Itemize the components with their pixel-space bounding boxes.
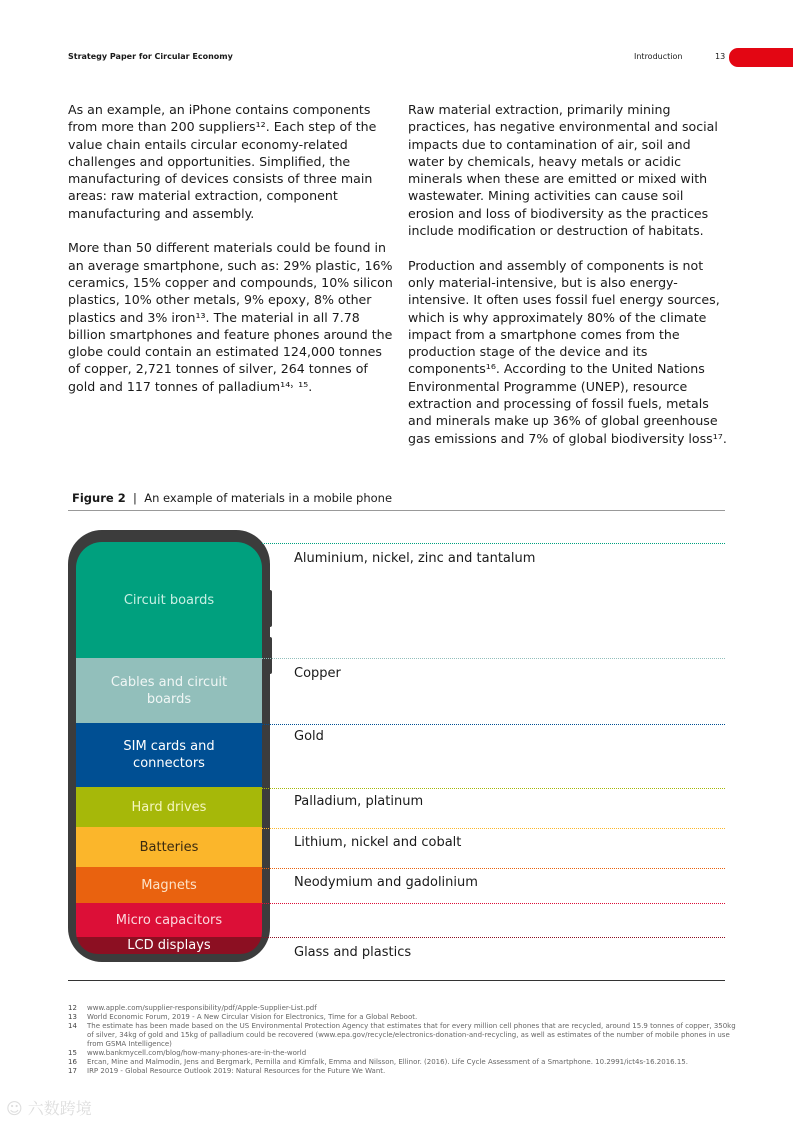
material-label: Palladium, platinum [294, 794, 424, 809]
phone-segment-circuit-boards [76, 542, 262, 658]
segment-label: Magnets [141, 877, 197, 893]
paragraph: More than 50 different materials could be found in an average smartphone, such as: 29% plastic, 16% ceramics, 15% copper and compounds, 10% silicon plastics, 10% other metals, 9% epoxy, 8% other plastics and 3% iron¹³. The material in all 7.78 billion smartphones and feature phones around the globe could contain an estimated 124,000 tonnes of copper, 2,721 tonnes of silver, 264 tonnes of gold and 117 tonnes of palladium¹⁴˒ ¹⁵. [68, 240, 393, 394]
watermark-text: 六数跨境 [27, 1099, 92, 1118]
footnote [68, 1067, 738, 1076]
phone-segment-cables-and-circuit-boards [76, 658, 262, 723]
phone-segment-micro-capacitors [76, 903, 262, 937]
figure-caption-text: An example of materials in a mobile phone [144, 491, 393, 505]
material-label: Gold [294, 729, 324, 744]
leader-line [262, 903, 725, 904]
material-label: Aluminium, nickel, zinc and tantalum [294, 551, 536, 566]
segment-label: LCD displays [127, 938, 211, 953]
footnote-number: 12 [68, 1004, 77, 1012]
phone-screen [76, 542, 262, 954]
phone-side-button [267, 637, 272, 674]
material-label: Copper [294, 666, 341, 681]
leader-line [262, 788, 725, 789]
footnote-text: www.apple.com/supplier-responsibility/pdf/Apple-Supplier-List.pdf [87, 1004, 317, 1012]
footnote-number: 15 [68, 1049, 77, 1057]
right-column [408, 101, 728, 464]
segment-label: SIM cards and connectors [123, 739, 215, 771]
phone-segment-sim-cards-and-connectors [76, 723, 262, 787]
material-label: Glass and plastics [294, 945, 412, 960]
segment-label: Micro capacitors [115, 912, 223, 928]
footnote [68, 1058, 738, 1067]
section-name: Introduction [634, 52, 683, 61]
footnotes [68, 1004, 738, 1076]
footnote-text: www.bankmycell.com/blog/how-many-phones-are-in-the-world [87, 1049, 307, 1057]
leader-line [262, 724, 725, 725]
divider [68, 980, 725, 981]
leader-line [262, 868, 725, 869]
footnote-text: The estimate has been made based on the US Environmental Protection Agency that estimates that for every million cell phones that are recycled, around 15.9 tonnes of copper, 350kg of silver, 34kg of gold and 15kg of palladium could be recovered (www.epa.gov/recycle/electronics-donation-and-recycling, as well as estimates of the number of mobile phones in use from GSMA Intelligence) [87, 1022, 736, 1048]
paragraph: Raw material extraction, primarily mining practices, has negative environmental and social impacts due to contamination of air, soil and water by chemicals, heavy metals or acidic minerals when these are emitted or mixed with wastewater. Mining activities can cause soil erosion and loss of biodiversity as the practices include modification or destruction of habitats. [408, 102, 718, 239]
phone-side-button [267, 590, 272, 627]
paragraph: Production and assembly of components is not only material-intensive, but is also energy-intensive. It often uses fossil fuel energy sources, which is why approximately 80% of the climate impact from a smartphone comes from the production stage of the device and its components¹⁶. According to the United Nations Environmental Programme (UNEP), resource extraction and processing of fossil fuels, metals and minerals make up 36% of global greenhouse gas emissions and 7% of global biodiversity loss¹⁷. [408, 257, 727, 446]
footnote [68, 1004, 738, 1013]
footnote-number: 14 [68, 1022, 77, 1030]
leader-line [262, 658, 725, 659]
footnote [68, 1049, 738, 1058]
phone-segment-lcd-displays [76, 937, 262, 954]
footnote-text: World Economic Forum, 2019 - A New Circular Vision for Electronics, Time for a Global Reboot. [87, 1013, 418, 1021]
footnote-text: Ercan, Mine and Malmodin, Jens and Bergmark, Pernilla and Kimfalk, Emma and Nilsson, Ellinor. (2016). Life Cycle Assessment of a Smartphone. 10.2991/ict4s-16.2016.15. [87, 1058, 688, 1066]
segment-label: Circuit boards [123, 592, 215, 608]
figure-label: Figure 2 [72, 491, 126, 505]
document-title: Strategy Paper for Circular Economy [68, 52, 233, 61]
phone-segment-batteries [76, 827, 262, 867]
segment-label: Batteries [139, 839, 199, 855]
footnote-number: 16 [68, 1058, 77, 1066]
page-number: 13 [715, 52, 726, 61]
left-column [68, 101, 398, 412]
segment-label: Hard drives [131, 799, 207, 815]
segment-label: Cables and circuit boards [110, 674, 228, 707]
leader-line [262, 828, 725, 829]
leader-line [262, 937, 725, 938]
footnote [68, 1022, 738, 1049]
page-tab-marker [729, 48, 793, 67]
material-label: Lithium, nickel and cobalt [294, 835, 462, 850]
leader-line [262, 543, 725, 544]
footnote-number: 17 [68, 1067, 77, 1075]
material-label: Neodymium and gadolinium [294, 875, 478, 890]
footnote-text: IRP 2019 - Global Resource Outlook 2019: Natural Resources for the Future We Want. [87, 1067, 386, 1075]
phone-segment-hard-drives [76, 787, 262, 827]
paragraph: As an example, an iPhone contains components from more than 200 suppliers¹². Each step of the value chain entails circular economy-related challenges and opportunities. Simplified, the manufacturing of devices consists of three main areas: raw material extraction, component manufacturing and assembly. [68, 102, 377, 221]
phone-segment-magnets [76, 867, 262, 903]
footnote-number: 13 [68, 1013, 77, 1021]
watermark-logo: ☺ 六数跨境 [6, 1099, 92, 1118]
figure-caption [72, 491, 392, 505]
divider [68, 510, 725, 511]
footnote [68, 1013, 738, 1022]
caption-separator: | [133, 491, 137, 505]
